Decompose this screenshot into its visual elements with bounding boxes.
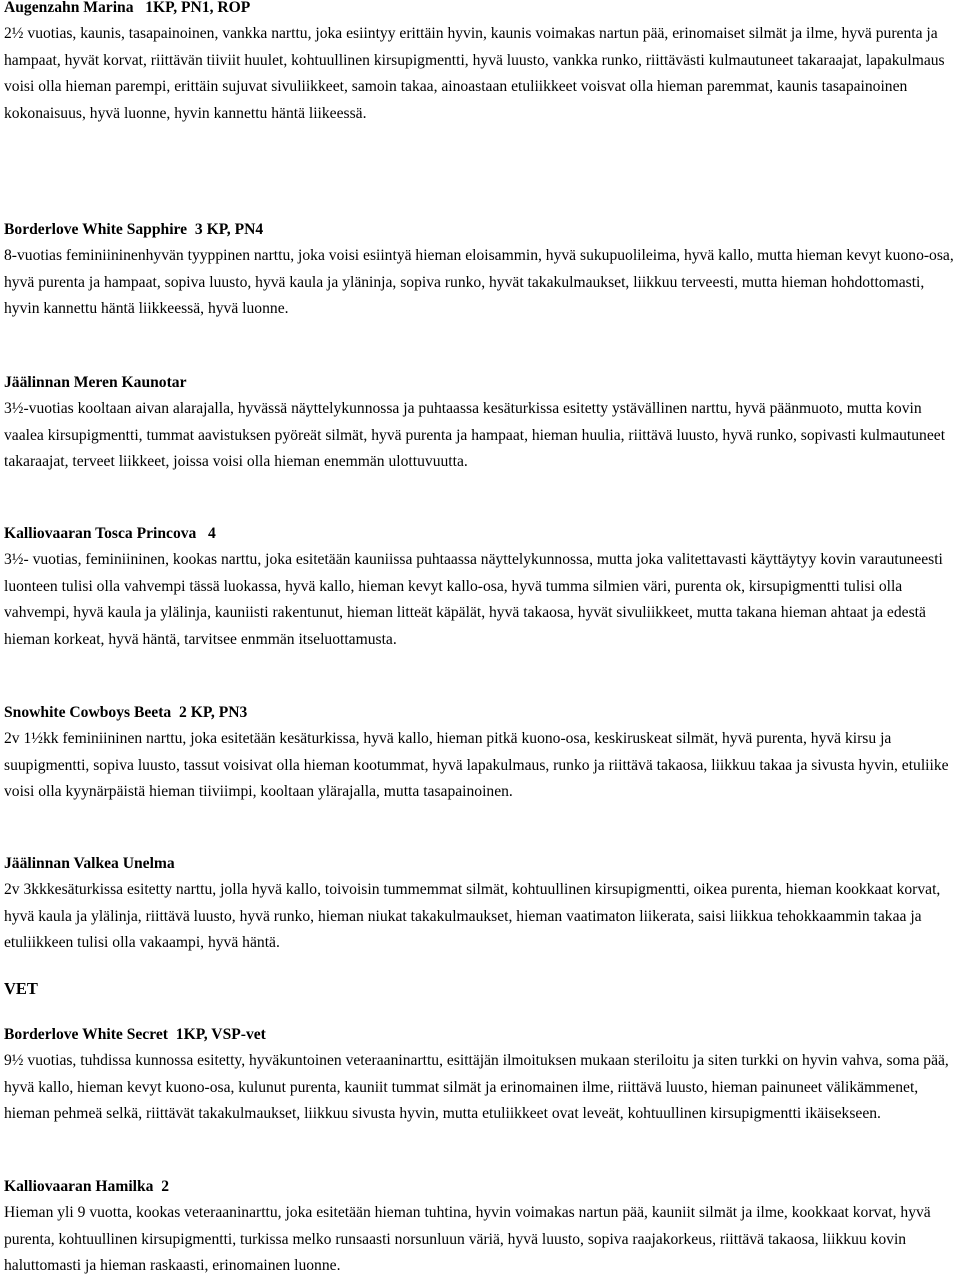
entry-heading: Jäälinnan Meren Kaunotar bbox=[4, 374, 187, 391]
entry-heading: Kalliovaaran Tosca Princova 4 bbox=[4, 525, 216, 542]
entry-body: 8-vuotias feminiininenhyvän tyyppinen narttu, joka voisi esiintyä hieman eloisammin, hyvä sukupuolileima, hyvä kallo, mutta hieman kevyt kuono-osa, hyvä purenta ja hampaat, sopiva luusto, hyvä kaula ja yläninja, sopiva runko, hyvät takakulmaukset, liikkuu terveesti, mutta hieman hohdottomasti, hyvin kannettu häntä liikkeessä, hyvä luonne. bbox=[4, 247, 954, 318]
entry-heading: Borderlove White Secret 1KP, VSP-vet bbox=[4, 1026, 266, 1043]
entry-heading: Jäälinnan Valkea Unelma bbox=[4, 855, 175, 872]
entry-kalliovaaran-hamilka bbox=[4, 1174, 960, 1280]
entry-borderlove-white-secret bbox=[4, 1022, 960, 1128]
entry-jaalinnan-meren-kaunotar bbox=[4, 370, 960, 476]
entry-body: 3½-vuotias kooltaan aivan alarajalla, hyvässä näyttelykunnossa ja puhtaassa kesäturkissa esitetty ystävällinen narttu, hyvä päänmuoto, mutta kovin vaalea kirsupigmentti, tummat aavistuksen pyöreät silmät, hyvä purenta ja hampaat, hieman huulia, riittävä luusto, hyvä runko, sopivasti kulmautuneet takaraajat, terveet liikkeet, joissa voisi olla hieman enemmän ulottuvuutta. bbox=[4, 400, 946, 471]
entry-body: 2v 1½kk feminiininen narttu, joka esitetään kesäturkissa, hyvä kallo, hieman pitkä kuono-osa, keskiruskeat silmät, hyvä purenta, hyvä kirsu ja suupigmentti, sopiva luusto, tassut voisivat olla hieman kootummat, hyvä lapakulmaus, runko ja riittävä takaosa, liikkuu takaa ja sivusta hyvin, etuliike voisi olla kyynärpäistä hieman tiiviimpi, kooltaan ylärajalla, mutta tasapainoinen. bbox=[4, 730, 949, 801]
entry-body: 9½ vuotias, tuhdissa kunnossa esitetty, hyväkuntoinen veteraaninarttu, esittäjän ilmoituksen mukaan steriloitu ja siten turkki on hyvin vahva, soma pää, hyvä kallo, hieman kevyt kuono-osa, kulunut purenta, kauniit tummat silmät ja erinomainen ilme, riittävä luusto, hieman painuneet välikämmenet, hieman pehmeä selkä, riittävät takakulmaukset, liikkuu sivusta hyvin, mutta etuliikkeet ovat leveät, kohtuullinen kirsupigmentti ikäisekseen. bbox=[4, 1052, 949, 1123]
entry-heading: Kalliovaaran Hamilka 2 bbox=[4, 1178, 170, 1195]
entry-augenzahn-marina bbox=[4, 0, 960, 127]
entry-body: Hieman yli 9 vuotta, kookas veteraaninarttu, joka esitetään hieman tuhtina, hyvin voimakas nartun pää, kauniit silmät ja ilme, kookkaat korvat, hyvä purenta, kohtuullinen kirsupigmentti, turkissa melko runsaasti norsunluun väriä, hyvä luusto, sopiva raajakorkeus, riittävä takaosa, liikkuu kovin haluttomasti ja hieman raskaasti, erinomainen luonne. bbox=[4, 1204, 931, 1275]
entry-body: 3½- vuotias, feminiininen, kookas narttu, joka esitetään kauniissa puhtaassa näyttelykunnossa, mutta joka valitettavasti käyttäytyy kovin varautuneesti luonteen tulisi olla vahvempi tässä luokassa, hyvä kallo, hieman kevyt kallo-osa, hyvä tumma silmien väri, purenta ok, kirsupigmentti tulisi olla vahvempi, hyvä kaula ja ylälinja, kauniisti rakentunut, hieman litteät käpälät, hyvä takaosa, hyvät sivuliikkeet, mutta takana hieman ahtaat ja edestä hieman korkeat, hyvä häntä, tarvitsee enmmän itseluottamusta. bbox=[4, 551, 943, 648]
entry-heading: Snowhite Cowboys Beeta 2 KP, PN3 bbox=[4, 704, 248, 721]
entry-heading: Augenzahn Marina 1KP, PN1, ROP bbox=[4, 0, 251, 16]
entry-body: 2½ vuotias, kaunis, tasapainoinen, vankka narttu, joka esiintyy erittäin hyvin, kaunis voimakas nartun pää, erinomaiset silmät ja ilme, hyvä purenta ja hampaat, hyvät korvat, riittävän tiiviit huulet, kohtuullinen kirsupigmentti, hyvä luusto, vankka runko, riittävästi kulmautuneet takaraajat, lapakulmaus voisi olla hieman parempi, erittäin sujuvat sivuliikkeet, samoin takaa, ainoastaan etuliikkeet voisvat olla hieman paremmat, kaunis tasapainoinen kokonaisuus, hyvä luonne, hyvin kannettu häntä liikeessä. bbox=[4, 25, 945, 122]
entry-borderlove-white-sapphire bbox=[4, 217, 960, 323]
entry-heading: Borderlove White Sapphire 3 KP, PN4 bbox=[4, 221, 264, 238]
entry-body: 2v 3kkkesäturkissa esitetty narttu, jolla hyvä kallo, toivoisin tummemmat silmät, kohtuullinen kirsupigmentti, oikea purenta, hieman kookkaat korvat, hyvä kaula ja ylälinja, riittävä luusto, hyvä runko, hieman niukat takakulmaukset, hieman vaatimaton liikerata, saisi liikkua tehokkaammin takaa ja etuliikkeen tulisi olla vakaampi, hyvä häntä. bbox=[4, 881, 941, 952]
entry-kalliovaaran-tosca-princova bbox=[4, 521, 960, 653]
section-heading-vet: VET bbox=[4, 979, 38, 998]
entry-snowhite-cowboys-beeta bbox=[4, 700, 960, 806]
entry-jaalinnan-valkea-unelma bbox=[4, 851, 960, 957]
